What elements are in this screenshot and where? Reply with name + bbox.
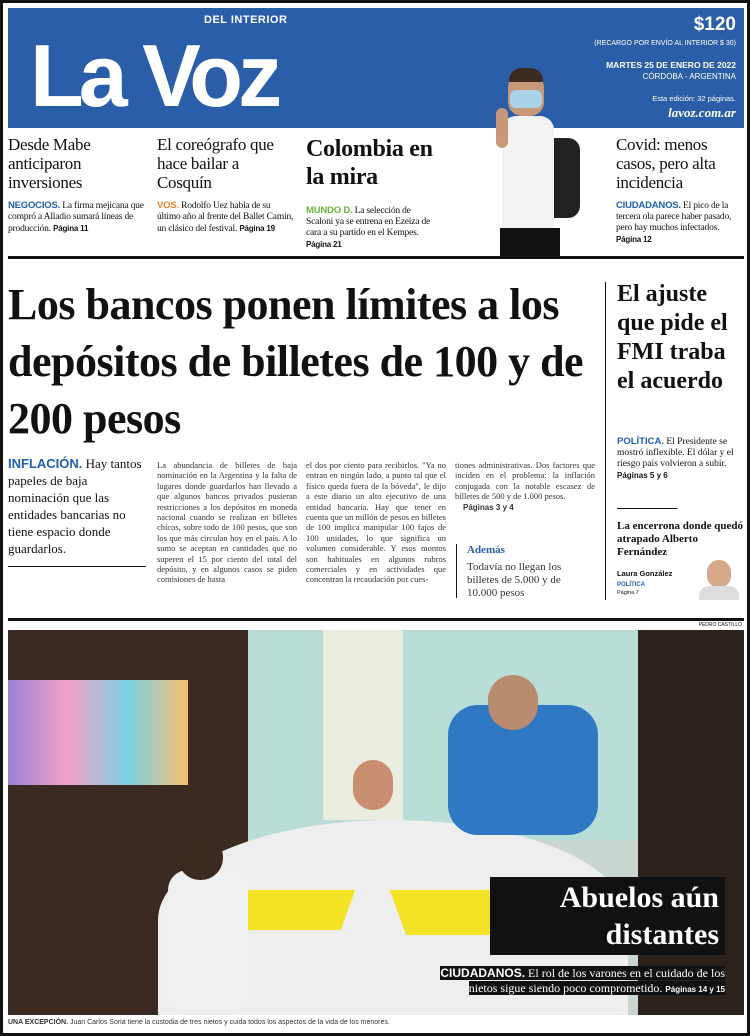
- teaser-title: Colombia en la mira: [306, 136, 433, 190]
- masthead: [8, 8, 744, 128]
- author: Laura González: [617, 569, 673, 578]
- photo-headline[interactable]: Abuelos aún distantes: [490, 877, 725, 955]
- location: CÓRDOBA - ARGENTINA: [642, 72, 736, 81]
- divider: [8, 618, 744, 621]
- divider: [617, 508, 677, 509]
- date: MARTES 25 DE ENERO DE 2022: [606, 60, 736, 70]
- teaser-text: NEGOCIOS. La firma mejicana que compró a Alladio sumará líneas de producción. Página 11: [8, 200, 144, 234]
- teaser-negocios[interactable]: [8, 135, 146, 235]
- section: POLÍTICA: [617, 582, 645, 588]
- teaser-title: Covid: menos casos, pero alta incidencia: [616, 135, 716, 192]
- ademas-text[interactable]: Todavía no llegan los billetes de 5.000 y de 10.000 pesos: [467, 561, 562, 599]
- article-column-2: el dos por ciento para recibirlos. "Ya no entran en ningún lado, a punto tal que el físico queda fuera de la bóveda", le dijo a este diario un alto ejecutivo de una entidad bancaria. Hay que tener en cuenta que un millón de pesos en billetes de 100 implica manipular 100 fajos de 100 unidades, lo que significa un volumen considerable. Y esos montos son habituales en algunos rubros comerciales y en actividades que concentran la recaudación por cues-: [306, 460, 446, 585]
- family-photo: [8, 630, 744, 1015]
- main-lead: INFLACIÓN. Hay tantos papeles de baja nominación que las entidades bancarias no tiene espacio donde guardarlos.: [8, 456, 142, 556]
- logo[interactable]: La Voz: [30, 26, 278, 125]
- teaser-text: CIUDADANOS. El pico de la tercera ola parece haber pasado, pero hay muchos infectados. Página 12: [616, 200, 732, 244]
- teaser-title: El coreógrafo que hace bailar a Cosquín: [157, 135, 274, 192]
- article-column-3: tiones administrativas. Dos factores que inciden en el problema: la inflación conjugada con la notable escasez de billetes de 500 y de 1.000 pesos. Páginas 3 y 4: [455, 460, 595, 512]
- ademas-label: Además: [467, 544, 505, 556]
- teaser-vos[interactable]: [157, 135, 295, 235]
- side-text: POLÍTICA. El Presidente se mostró inflexible. El dólar y el riesgo país volvieron a subir. Páginas 5 y 6: [617, 436, 734, 480]
- author-photo: [697, 558, 741, 600]
- main-headline[interactable]: Los bancos ponen límites a los depósitos de billetes de 100 y de 200 pesos: [8, 280, 584, 443]
- edition-pages: Esta edición: 32 páginas.: [652, 94, 736, 103]
- website-link[interactable]: lavoz.com.ar: [668, 105, 736, 120]
- logo-subtitle: DEL INTERIOR: [204, 14, 288, 26]
- photo-credit: PEDRO CASTILLO: [698, 622, 742, 628]
- surcharge: (RECARGO POR ENVÍO AL INTERIOR $ 30): [594, 40, 736, 47]
- divider: [8, 256, 744, 259]
- divider: [456, 544, 457, 598]
- player-photo: [490, 68, 590, 256]
- side-headline[interactable]: El ajuste que pide el FMI traba el acuerdo: [617, 281, 728, 394]
- tv-screen: [8, 680, 188, 785]
- teaser-mundo-d[interactable]: [306, 135, 436, 251]
- article-column-1: La abundancia de billetes de baja nominación en la Argentina y la falta de lugares donde guardarlos han llevado a que algunos bancos privados pusieran restricciones a los depósitos en moneda nacional cuando se realizan en billetes chicos, sobre todo de 100 pesos, que son los que más circulan hoy en el país. A lo sumo se aceptan en cantidades que no superen el 15 por ciento del total del depósito, y en algunos casos se piden comisiones de hasta: [157, 460, 297, 585]
- photo-text: CIUDADANOS. El rol de los varones en el cuidado de los nietos sigue siendo poco comprometido. Páginas 14 y 15: [440, 966, 725, 995]
- divider: [8, 566, 146, 567]
- page-ref: Página 7: [617, 590, 639, 596]
- teaser-text: MUNDO D. La selección de Scaloni ya se entrena en Ezeiza de cara a su partido en el Kempes. Página 21: [306, 205, 431, 249]
- column-divider: [605, 282, 606, 600]
- price: $120: [693, 14, 736, 35]
- teaser-title: Desde Mabe anticiparon inversiones: [8, 135, 91, 192]
- teaser-ciudadanos[interactable]: [616, 135, 744, 246]
- column-title[interactable]: La encerrona donde quedó atrapado Alberto Fernández: [617, 520, 744, 558]
- photo-caption: UNA EXCEPCIÓN. Juan Carlos Soria tiene la custodia de tres nietos y cuida todos los aspectos de la vida de los menores.: [8, 1019, 390, 1026]
- teaser-text: VOS. Rodolfo Uez habla de su último año al frente del Ballet Camín, un clásico del festival. Página 19: [157, 200, 294, 234]
